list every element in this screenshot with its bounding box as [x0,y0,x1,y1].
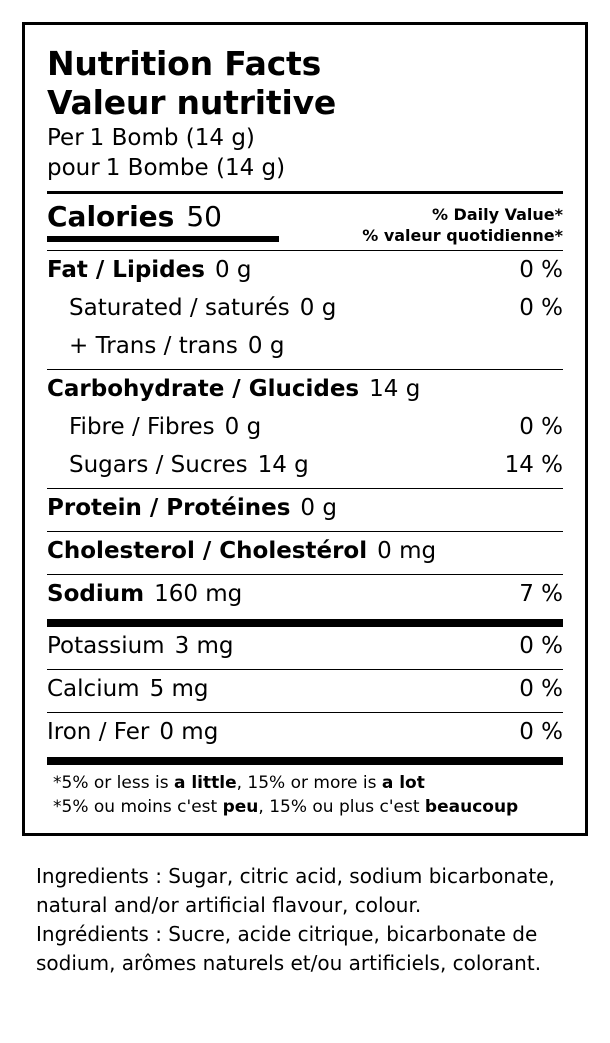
daily-value-header [362,200,563,246]
table-row [47,446,563,484]
nutrient-percent: 7 % [519,581,563,607]
table-row [47,532,563,570]
panel-title-en: Nutrition Facts [47,44,322,83]
calories-label: Calories [47,200,175,233]
table-row [47,670,563,708]
nutrient-label: Cholesterol / Cholestérol [47,538,368,564]
serving-size-en-lead: Per [47,125,84,151]
footnote-fr-bold2: beaucoup [424,797,519,817]
nutrient-label: Calcium [47,676,140,702]
serving-size-fr-value: 1 Bombe (14 g) [105,155,286,181]
nutrient-amount: 0 g [224,414,262,440]
nutrient-percent: 0 % [519,257,563,283]
nutrient-percent: 14 % [504,452,563,478]
nutrient-label: Potassium [47,633,165,659]
serving-size-en [47,123,563,153]
nutrition-facts-panel [22,22,588,836]
footnote-en [47,771,563,795]
nutrient-label: Sugars / Sucres [69,452,248,478]
serving-size-en-value: 1 Bomb (14 g) [89,125,255,151]
nutrient-label: Protein / Protéines [47,495,291,521]
nutrient-label: Fat / Lipides [47,257,205,283]
calories-row [47,194,563,246]
footnote-fr-bold1: peu [222,797,259,817]
table-row [47,575,563,613]
nutrient-percent: 0 % [519,633,563,659]
table-row [47,627,563,665]
nutrient-amount: 5 mg [149,676,209,702]
nutrient-amount: 0 g [214,257,252,283]
nutrient-amount: 0 g [300,495,337,521]
daily-value-header-fr: % valeur quotidienne* [362,226,563,245]
nutrient-label: Fibre / Fibres [69,414,215,440]
table-row [47,713,563,751]
divider-above-footnotes [47,757,563,765]
nutrient-amount: 0 g [247,333,285,359]
table-row [47,408,563,446]
table-row [47,370,563,408]
calories-value: 50 [186,200,222,233]
table-row [47,289,563,327]
footnote-en-part1: *5% or less is [53,773,174,793]
footnote-fr-part2: , 15% ou plus c'est [258,797,425,817]
footnote-en-bold1: a little [173,773,237,793]
nutrient-percent: 0 % [519,295,563,321]
ingredients-en: Ingredients : Sugar, citric acid, sodium bicarbonate, natural and/or artificial flavour, colour. [36,864,555,917]
nutrient-label: Sodium [47,581,145,607]
ingredients-fr: Ingrédients : Sucre, acide citrique, bicarbonate de sodium, arômes naturels et/ou artificiels, colorant. [36,922,542,975]
nutrient-amount: 0 mg [159,719,219,745]
nutrient-amount: 0 g [299,295,337,321]
nutrient-percent: 0 % [519,414,563,440]
nutrient-percent: 0 % [519,719,563,745]
nutrient-amount: 14 g [257,452,309,478]
table-row [47,251,563,289]
calories-underline [47,236,279,242]
nutrient-amount: 160 mg [154,581,243,607]
nutrient-percent: 0 % [519,676,563,702]
table-row [47,327,563,365]
nutrient-label: Iron / Fer [47,719,150,745]
divider-above-potassium [47,619,563,627]
nutrient-amount: 14 g [369,376,421,402]
footnote-fr-part1: *5% ou moins c'est [53,797,223,817]
footnote-en-part2: , 15% or more is [236,773,382,793]
serving-size-fr [47,153,563,183]
table-row [47,489,563,527]
footnote-fr [47,795,563,819]
daily-value-header-en: % Daily Value* [431,205,563,224]
nutrient-label: Saturated / saturés [69,295,290,321]
ingredients-section [36,862,588,978]
nutrient-amount: 3 mg [174,633,234,659]
nutrient-amount: 0 mg [377,538,437,564]
nutrient-label: Carbohydrate / Glucides [47,376,360,402]
serving-size-fr-lead: pour [47,155,100,181]
nutrient-label: + Trans / trans [69,333,238,359]
panel-title-fr: Valeur nutritive [47,83,337,122]
footnote-en-bold2: a lot [381,773,425,793]
